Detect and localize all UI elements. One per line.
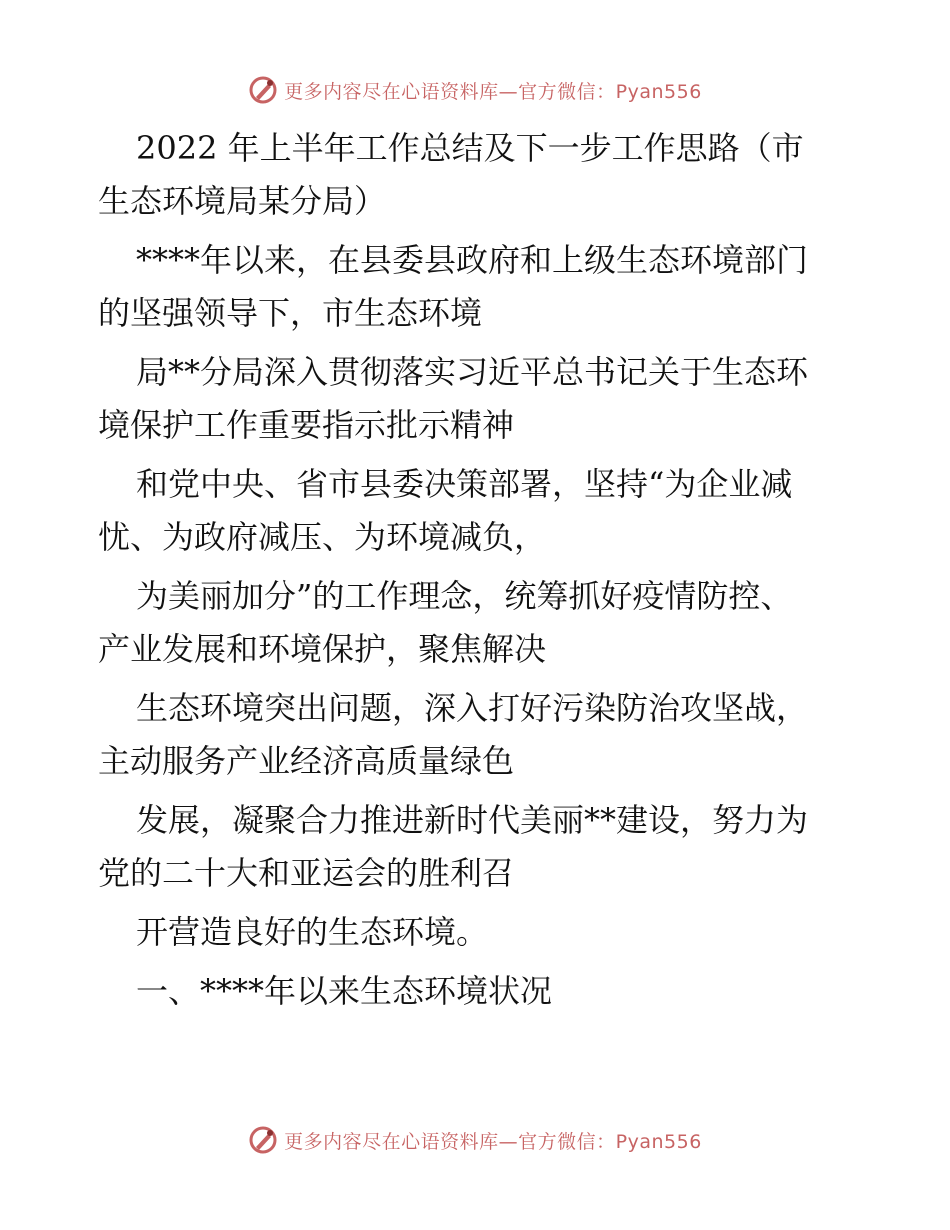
paragraph-title xyxy=(98,122,858,228)
paragraph xyxy=(98,458,858,564)
paragraph xyxy=(98,234,858,340)
banner-text: 更多内容尽在心语资料库—官方微信：Pyan556 xyxy=(284,1130,702,1153)
section-heading-text: 一、****年以来生态环境状况 xyxy=(136,972,553,1010)
paragraph-line: 生态环境突出问题，深入打好污染防治攻坚战， xyxy=(136,689,809,727)
document-body xyxy=(98,122,858,1024)
paragraph-line: 产业发展和环境保护，聚焦解决 xyxy=(98,630,547,668)
pen-logo-icon xyxy=(248,1125,278,1155)
footer-banner xyxy=(0,1120,950,1160)
paragraph xyxy=(98,906,858,959)
paragraph-line: 主动服务产业经济高质量绿色 xyxy=(98,742,515,780)
banner-text: 更多内容尽在心语资料库—官方微信：Pyan556 xyxy=(284,80,702,103)
paragraph-line: 的坚强领导下，市生态环境 xyxy=(98,294,483,332)
paragraph-line: 2022 年上半年工作总结及下一步工作思路（市 xyxy=(136,129,804,167)
section-heading xyxy=(98,965,858,1018)
pen-logo-icon xyxy=(248,75,278,105)
header-banner xyxy=(0,70,950,110)
paragraph-line: 开营造良好的生态环境。 xyxy=(136,913,489,951)
paragraph xyxy=(98,346,858,452)
paragraph-line: 为美丽加分”的工作理念，统筹抓好疫情防控、 xyxy=(136,577,793,615)
paragraph-line: 局**分局深入贯彻落实习近平总书记关于生态环 xyxy=(136,353,809,391)
paragraph-line: 忧、为政府减压、为环境减负， xyxy=(98,518,547,556)
paragraph-line: 发展，凝聚合力推进新时代美丽**建设，努力为 xyxy=(136,801,809,839)
paragraph-line: ****年以来，在县委县政府和上级生态环境部门 xyxy=(136,241,809,279)
paragraph-line: 境保护工作重要指示批示精神 xyxy=(98,406,515,444)
paragraph-line: 生态环境局某分局） xyxy=(98,182,387,220)
paragraph xyxy=(98,794,858,900)
paragraph xyxy=(98,570,858,676)
paragraph-line: 党的二十大和亚运会的胜利召 xyxy=(98,854,515,892)
paragraph xyxy=(98,682,858,788)
paragraph-line: 和党中央、省市县委决策部署，坚持“为企业减 xyxy=(136,465,793,503)
